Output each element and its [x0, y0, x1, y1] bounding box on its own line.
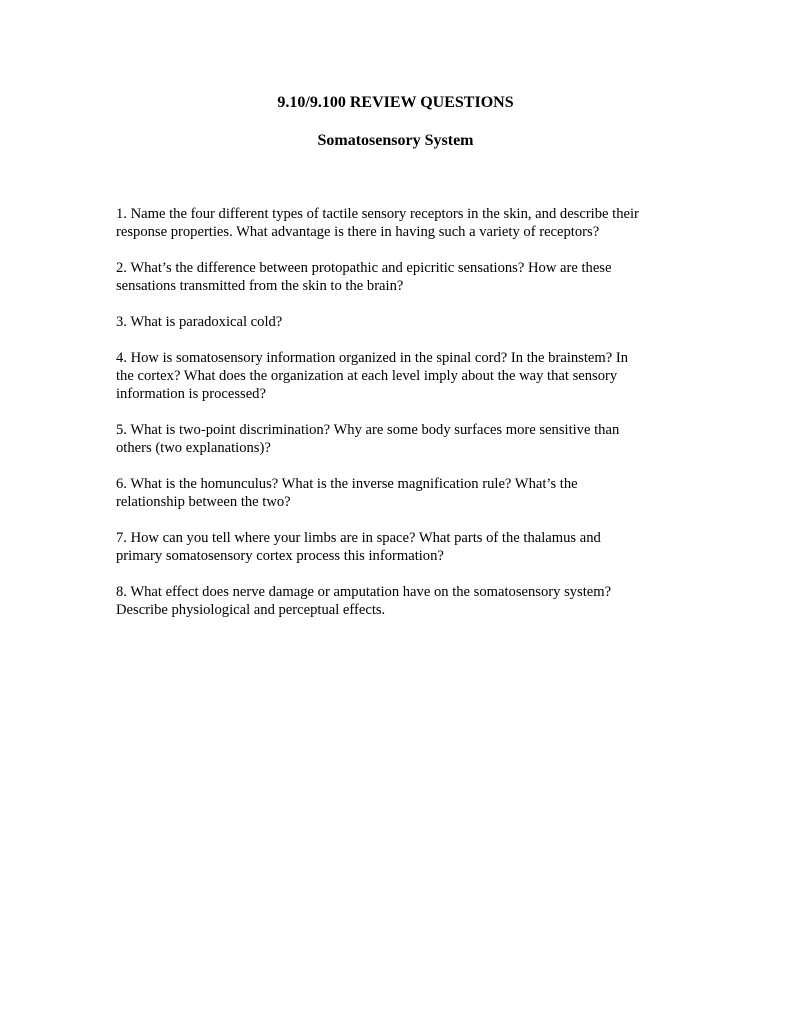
question-item: 6. What is the homunculus? What is the inverse magnification rule? What’s the relationship between the two?	[116, 476, 578, 510]
question-list	[116, 205, 686, 637]
question-item: 3. What is paradoxical cold?	[116, 314, 283, 330]
document-subtitle: Somatosensory System	[317, 132, 474, 149]
question-item: 1. Name the four different types of tactile sensory receptors in the skin, and describe their response properties. What advantage is there in having such a variety of receptors?	[116, 206, 639, 240]
question-item: 7. How can you tell where your limbs are in space? What parts of the thalamus and primary somatosensory cortex process this information?	[116, 530, 601, 564]
question-item: 2. What’s the difference between protopathic and epicritic sensations? How are these sensations transmitted from the skin to the brain?	[116, 260, 612, 294]
document-title: 9.10/9.100 REVIEW QUESTIONS	[277, 94, 514, 111]
question-item: 5. What is two-point discrimination? Why are some body surfaces more sensitive than others (two explanations)?	[116, 422, 620, 456]
question-item: 4. How is somatosensory information organized in the spinal cord? In the brainstem? In the cortex? What does the organization at each level imply about the way that sensory information is processed?	[116, 350, 629, 402]
question-item: 8. What effect does nerve damage or amputation have on the somatosensory system? Describe physiological and perceptual effects.	[116, 584, 612, 618]
